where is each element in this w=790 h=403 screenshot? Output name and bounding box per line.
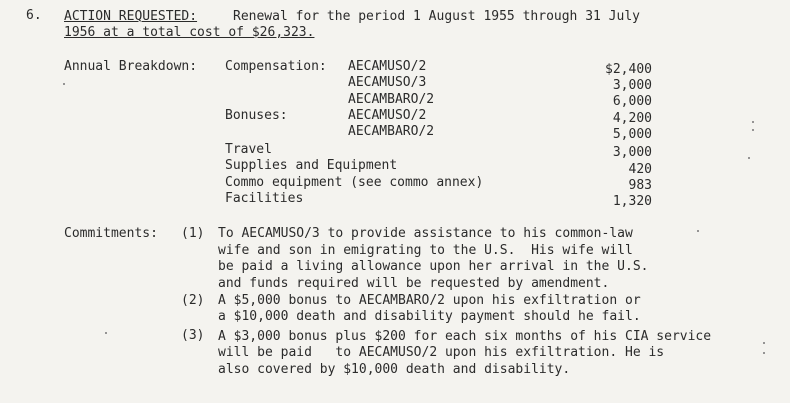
facilities-amount: 1,320 <box>612 194 652 209</box>
facilities-label: Facilities <box>225 191 304 206</box>
commitment-line: To AECAMUSO/3 to provide assistance to his common-law <box>218 226 633 241</box>
travel-amount: 3,000 <box>612 145 652 160</box>
commo-amount: 983 <box>628 178 652 193</box>
breakdown-amount: 3,000 <box>612 78 652 93</box>
scan-speck <box>748 157 750 159</box>
commitment-line: be paid a living allowance upon her arrival in the U.S. <box>218 259 649 274</box>
section-line2: 1956 at a total cost of $26,323. <box>64 25 315 40</box>
commitment-line: A $3,000 bonus plus $200 for each six months of his CIA service <box>218 329 712 344</box>
commitment-line: wife and son in emigrating to the U.S. His wife will <box>218 243 633 258</box>
breakdown-label: Annual Breakdown: <box>64 59 198 74</box>
breakdown-amount: $2,400 <box>605 62 652 77</box>
scan-speck <box>752 121 754 123</box>
commitments-label: Commitments: <box>64 226 158 241</box>
scan-speck <box>697 230 699 232</box>
commitment-number: (1) <box>181 226 205 241</box>
section-line1: Renewal for the period 1 August 1955 through 31 July <box>233 9 640 24</box>
breakdown-name: AECAMUSO/2 <box>348 59 427 74</box>
commitment-line: and funds required will be requested by amendment. <box>218 276 610 291</box>
breakdown-name: AECAMUSO/2 <box>348 108 427 123</box>
section-heading: ACTION REQUESTED: <box>64 9 198 24</box>
commitment-line: A $5,000 bonus to AECAMBARO/2 upon his exfiltration or <box>218 293 641 308</box>
section-number: 6. <box>26 8 42 23</box>
breakdown-amount: 4,200 <box>612 111 652 126</box>
supplies-label: Supplies and Equipment <box>225 158 398 173</box>
breakdown-amount: 5,000 <box>612 127 652 142</box>
scan-speck <box>763 352 765 354</box>
commitment-line: also covered by $10,000 death and disability. <box>218 362 571 377</box>
scan-speck <box>105 332 107 334</box>
commitment-number: (3) <box>181 328 205 343</box>
compensation-label: Compensation: <box>225 59 327 74</box>
supplies-amount: 420 <box>628 162 652 177</box>
commitment-number: (2) <box>181 293 205 308</box>
scan-speck <box>752 129 754 131</box>
bonuses-label: Bonuses: <box>225 108 288 123</box>
breakdown-name: AECAMBARO/2 <box>348 124 435 139</box>
breakdown-amount: 6,000 <box>612 94 652 109</box>
commitment-line: will be paid to AECAMUSO/2 upon his exfiltration. He is <box>218 345 665 360</box>
commo-label: Commo equipment (see commo annex) <box>225 175 484 190</box>
scan-speck <box>63 83 65 85</box>
travel-label: Travel <box>225 142 272 157</box>
commitment-line: a $10,000 death and disability payment should he fail. <box>218 309 641 324</box>
breakdown-name: AECAMUSO/3 <box>348 75 427 90</box>
breakdown-name: AECAMBARO/2 <box>348 92 435 107</box>
scan-speck <box>763 342 765 344</box>
